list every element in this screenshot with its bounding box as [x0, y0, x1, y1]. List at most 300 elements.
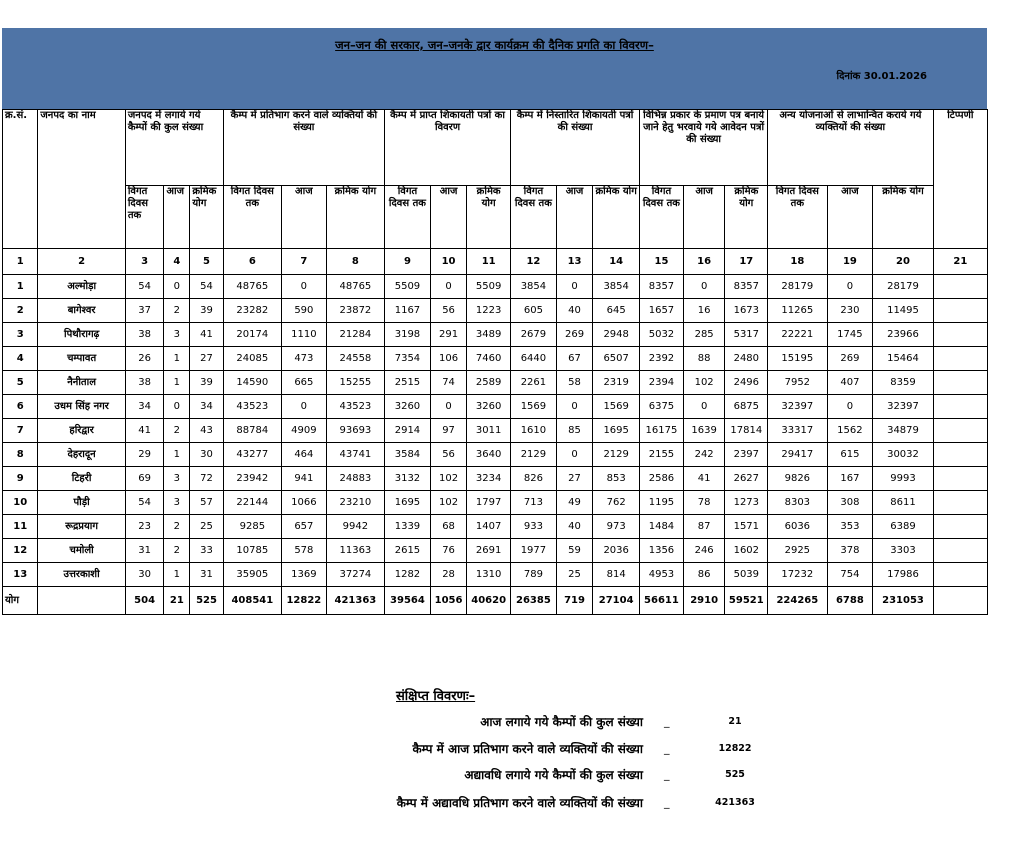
- table-cell: 9942: [326, 515, 384, 539]
- table-cell: 645: [593, 299, 640, 323]
- table-cell: 1282: [385, 563, 431, 587]
- serial-cell: 4: [3, 347, 38, 371]
- column-number-cell: 13: [556, 249, 592, 275]
- table-cell: 590: [281, 299, 326, 323]
- table-cell: 3132: [385, 467, 431, 491]
- table-row: [3, 467, 988, 491]
- table-cell: 3854: [593, 275, 640, 299]
- table-cell: 17814: [725, 419, 768, 443]
- summary-label: आज लगाये गये कैम्पों की कुल संख्या: [480, 715, 643, 729]
- table-cell: 7354: [385, 347, 431, 371]
- table-cell: 6875: [725, 395, 768, 419]
- table-row: [3, 347, 988, 371]
- total-cell: [38, 587, 125, 615]
- table-cell: 2155: [640, 443, 684, 467]
- table-cell: 3: [164, 467, 190, 491]
- table-cell: 17986: [873, 563, 933, 587]
- serial-cell: 3: [3, 323, 38, 347]
- table-cell: 21284: [326, 323, 384, 347]
- table-cell: 826: [511, 467, 557, 491]
- table-cell: 41: [190, 323, 223, 347]
- district-name-cell: चमोली: [38, 539, 125, 563]
- column-number-cell: 3: [125, 249, 164, 275]
- serial-cell: 2: [3, 299, 38, 323]
- table-cell: 28179: [873, 275, 933, 299]
- column-number-cell: 17: [725, 249, 768, 275]
- table-row: [3, 539, 988, 563]
- table-cell: 1310: [467, 563, 511, 587]
- table-cell: 1167: [385, 299, 431, 323]
- table-cell: 11495: [873, 299, 933, 323]
- subheader-cell: क्रमिक योग: [326, 186, 384, 249]
- table-cell: [933, 563, 987, 587]
- table-cell: 6036: [768, 515, 827, 539]
- table-cell: 11265: [768, 299, 827, 323]
- table-cell: 1: [164, 563, 190, 587]
- table-cell: 25: [190, 515, 223, 539]
- table-cell: 0: [827, 275, 873, 299]
- table-cell: 49: [556, 491, 592, 515]
- table-cell: 97: [430, 419, 466, 443]
- table-cell: 2615: [385, 539, 431, 563]
- district-name-cell: नैनीताल: [38, 371, 125, 395]
- table-cell: 2036: [593, 539, 640, 563]
- table-cell: 40: [556, 299, 592, 323]
- table-cell: 378: [827, 539, 873, 563]
- subheader-cell: क्रमिक योग: [190, 186, 223, 249]
- table-cell: 2948: [593, 323, 640, 347]
- serial-cell: 13: [3, 563, 38, 587]
- header-row-top: [3, 110, 988, 186]
- header-camps: जनपद में लगाये गये कैम्पों की कुल संख्या: [125, 110, 223, 186]
- table-row: [3, 323, 988, 347]
- table-cell: 43523: [326, 395, 384, 419]
- column-number-cell: 12: [511, 249, 557, 275]
- table-cell: 2319: [593, 371, 640, 395]
- table-cell: 1: [164, 347, 190, 371]
- serial-cell: 11: [3, 515, 38, 539]
- table-cell: 74: [430, 371, 466, 395]
- column-number-cell: 2: [38, 249, 125, 275]
- table-cell: 2397: [725, 443, 768, 467]
- table-cell: 0: [556, 275, 592, 299]
- district-name-cell: हरिद्वार: [38, 419, 125, 443]
- subheader-cell: आज: [683, 186, 725, 249]
- table-row: [3, 491, 988, 515]
- table-cell: 32397: [768, 395, 827, 419]
- table-cell: 407: [827, 371, 873, 395]
- table-cell: 615: [827, 443, 873, 467]
- table-cell: 9285: [223, 515, 281, 539]
- table-cell: 33: [190, 539, 223, 563]
- table-cell: 0: [164, 395, 190, 419]
- table-cell: 34: [125, 395, 164, 419]
- table-cell: 2392: [640, 347, 684, 371]
- table-cell: [933, 467, 987, 491]
- table-cell: [933, 347, 987, 371]
- district-name-cell: रूद्रप्रयाग: [38, 515, 125, 539]
- table-row: [3, 419, 988, 443]
- summary-value: 21: [728, 716, 742, 727]
- table-cell: 1: [164, 443, 190, 467]
- table-cell: 22144: [223, 491, 281, 515]
- column-number-cell: 15: [640, 249, 684, 275]
- subheader-cell: आज: [281, 186, 326, 249]
- table-cell: 1110: [281, 323, 326, 347]
- table-cell: 35905: [223, 563, 281, 587]
- table-cell: 6375: [640, 395, 684, 419]
- table-cell: 789: [511, 563, 557, 587]
- serial-cell: 1: [3, 275, 38, 299]
- table-cell: 0: [683, 275, 725, 299]
- table-cell: 2: [164, 299, 190, 323]
- table-cell: 26: [125, 347, 164, 371]
- table-cell: 2394: [640, 371, 684, 395]
- table-cell: 40: [556, 515, 592, 539]
- table-row: [3, 371, 988, 395]
- total-cell: 40620: [467, 587, 511, 615]
- header-participants: कैम्प में प्रतिभाग करने वाले व्यक्तियों की संख्या: [223, 110, 384, 186]
- table-cell: 473: [281, 347, 326, 371]
- total-cell: 231053: [873, 587, 933, 615]
- table-cell: 67: [556, 347, 592, 371]
- summary-dash: _: [664, 768, 670, 781]
- serial-cell: 9: [3, 467, 38, 491]
- table-cell: 6507: [593, 347, 640, 371]
- table-cell: 23872: [326, 299, 384, 323]
- summary-item: [0, 740, 1027, 760]
- summary-dash: _: [664, 715, 670, 728]
- subheader-cell: विगत दिवस तक: [511, 186, 557, 249]
- table-cell: 5509: [385, 275, 431, 299]
- table-cell: 5317: [725, 323, 768, 347]
- table-cell: 2: [164, 515, 190, 539]
- district-name-cell: पिथौरागढ़: [38, 323, 125, 347]
- table-cell: 657: [281, 515, 326, 539]
- district-name-cell: चम्पावत: [38, 347, 125, 371]
- table-cell: 24558: [326, 347, 384, 371]
- table-cell: 0: [556, 443, 592, 467]
- subheader-cell: क्रमिक योग: [725, 186, 768, 249]
- table-row: [3, 275, 988, 299]
- report-header-band: [2, 28, 987, 110]
- table-cell: 6389: [873, 515, 933, 539]
- subheader-cell: आज: [827, 186, 873, 249]
- subheader-cell: आज: [164, 186, 190, 249]
- serial-cell: 5: [3, 371, 38, 395]
- subheader-cell: क्रमिक योग: [593, 186, 640, 249]
- total-cell: 59521: [725, 587, 768, 615]
- table-cell: 0: [556, 395, 592, 419]
- table-cell: 37274: [326, 563, 384, 587]
- table-cell: 2914: [385, 419, 431, 443]
- subheader-cell: आज: [556, 186, 592, 249]
- summary-title: संक्षिप्त विवरणः–: [396, 689, 476, 704]
- table-cell: 24085: [223, 347, 281, 371]
- table-cell: 86: [683, 563, 725, 587]
- table-cell: 68: [430, 515, 466, 539]
- district-name-cell: टिहरी: [38, 467, 125, 491]
- table-cell: 1339: [385, 515, 431, 539]
- report-date: दिनांक 30.01.2026: [836, 71, 927, 82]
- column-number-cell: 18: [768, 249, 827, 275]
- district-name-cell: अल्मोड़ा: [38, 275, 125, 299]
- table-cell: 78: [683, 491, 725, 515]
- table-cell: 2679: [511, 323, 557, 347]
- header-remarks: टिप्पणी: [933, 110, 987, 249]
- table-cell: 1273: [725, 491, 768, 515]
- table-cell: 16175: [640, 419, 684, 443]
- table-cell: 43277: [223, 443, 281, 467]
- table-cell: 1407: [467, 515, 511, 539]
- serial-cell: 8: [3, 443, 38, 467]
- table-cell: 31: [190, 563, 223, 587]
- summary-item: [0, 713, 1027, 733]
- summary-label: कैम्प में अद्यावधि प्रतिभाग करने वाले व्यक्तियों की संख्या: [396, 796, 643, 810]
- serial-cell: 7: [3, 419, 38, 443]
- table-cell: 30032: [873, 443, 933, 467]
- table-cell: 43523: [223, 395, 281, 419]
- table-cell: 17232: [768, 563, 827, 587]
- total-cell: 421363: [326, 587, 384, 615]
- column-number-cell: 5: [190, 249, 223, 275]
- table-cell: 1066: [281, 491, 326, 515]
- table-cell: 69: [125, 467, 164, 491]
- table-cell: 2261: [511, 371, 557, 395]
- summary-dash: _: [664, 796, 670, 809]
- table-row: [3, 563, 988, 587]
- table-cell: 43: [190, 419, 223, 443]
- table-cell: 3011: [467, 419, 511, 443]
- table-cell: 167: [827, 467, 873, 491]
- total-cell: 2910: [683, 587, 725, 615]
- district-name-cell: बागेश्वर: [38, 299, 125, 323]
- table-cell: 10785: [223, 539, 281, 563]
- subheader-cell: विगत दिवस तक: [768, 186, 827, 249]
- table-cell: 853: [593, 467, 640, 491]
- table-cell: 32397: [873, 395, 933, 419]
- table-cell: 88: [683, 347, 725, 371]
- table-cell: 8357: [725, 275, 768, 299]
- table-cell: 9993: [873, 467, 933, 491]
- table-row: [3, 299, 988, 323]
- table-cell: 34: [190, 395, 223, 419]
- subheader-cell: आज: [430, 186, 466, 249]
- table-cell: 2129: [511, 443, 557, 467]
- table-cell: 0: [164, 275, 190, 299]
- table-cell: 22221: [768, 323, 827, 347]
- table-cell: 106: [430, 347, 466, 371]
- table-cell: [933, 419, 987, 443]
- table-cell: 54: [125, 491, 164, 515]
- table-cell: 76: [430, 539, 466, 563]
- table-cell: 23942: [223, 467, 281, 491]
- table-cell: 1356: [640, 539, 684, 563]
- total-cell: [933, 587, 987, 615]
- table-cell: 5032: [640, 323, 684, 347]
- total-cell: 12822: [281, 587, 326, 615]
- column-number-cell: 19: [827, 249, 873, 275]
- table-cell: 33317: [768, 419, 827, 443]
- table-cell: 23: [125, 515, 164, 539]
- table-cell: 41: [683, 467, 725, 491]
- table-cell: 933: [511, 515, 557, 539]
- table-cell: 2925: [768, 539, 827, 563]
- header-resolved: कैम्प में निस्तारित शिकायती पत्रों की संख्या: [511, 110, 640, 186]
- summary-item: [0, 794, 1027, 814]
- header-complaints: कैम्प में प्राप्त शिकायती पत्रों का विवरण: [385, 110, 511, 186]
- total-cell: 39564: [385, 587, 431, 615]
- table-cell: 762: [593, 491, 640, 515]
- table-cell: [933, 371, 987, 395]
- column-number-cell: 1: [3, 249, 38, 275]
- total-cell: 408541: [223, 587, 281, 615]
- table-cell: 1569: [511, 395, 557, 419]
- table-cell: 291: [430, 323, 466, 347]
- table-cell: 4909: [281, 419, 326, 443]
- table-cell: 1569: [593, 395, 640, 419]
- table-cell: 23966: [873, 323, 933, 347]
- table-cell: 2586: [640, 467, 684, 491]
- total-label: योग: [3, 587, 38, 615]
- table-cell: 7460: [467, 347, 511, 371]
- table-cell: 56: [430, 443, 466, 467]
- table-cell: 1695: [385, 491, 431, 515]
- serial-cell: 6: [3, 395, 38, 419]
- table-cell: 1484: [640, 515, 684, 539]
- column-number-cell: 6: [223, 249, 281, 275]
- total-row: [3, 587, 988, 615]
- table-cell: [933, 491, 987, 515]
- table-cell: 102: [430, 467, 466, 491]
- table-cell: 85: [556, 419, 592, 443]
- table-cell: 28: [430, 563, 466, 587]
- table-cell: 2691: [467, 539, 511, 563]
- table-row: [3, 443, 988, 467]
- header-benefited: अन्य योजनाओं से लाभान्वित कराये गये व्यक्तियों की संख्या: [768, 110, 934, 186]
- table-cell: 605: [511, 299, 557, 323]
- header-district: जनपद का नाम: [38, 110, 125, 249]
- column-number-cell: 20: [873, 249, 933, 275]
- table-cell: 0: [827, 395, 873, 419]
- table-cell: 48765: [326, 275, 384, 299]
- summary-label: अद्यावधि लगाये गये कैम्पों की कुल संख्या: [464, 768, 643, 782]
- subheader-cell: विगत दिवस तक: [640, 186, 684, 249]
- table-cell: 37: [125, 299, 164, 323]
- table-cell: 1977: [511, 539, 557, 563]
- total-cell: 27104: [593, 587, 640, 615]
- table-cell: 242: [683, 443, 725, 467]
- table-cell: 24883: [326, 467, 384, 491]
- serial-cell: 12: [3, 539, 38, 563]
- table-cell: 1562: [827, 419, 873, 443]
- table-cell: 1639: [683, 419, 725, 443]
- table-cell: 941: [281, 467, 326, 491]
- table-cell: [933, 275, 987, 299]
- table-cell: 3303: [873, 539, 933, 563]
- table-cell: 30: [190, 443, 223, 467]
- table-cell: 23282: [223, 299, 281, 323]
- table-cell: 308: [827, 491, 873, 515]
- total-cell: 26385: [511, 587, 557, 615]
- subheader-cell: विगत दिवस तक: [125, 186, 164, 249]
- table-cell: 11363: [326, 539, 384, 563]
- table-cell: 39: [190, 299, 223, 323]
- table-cell: 2: [164, 539, 190, 563]
- table-cell: 102: [430, 491, 466, 515]
- table-cell: [933, 323, 987, 347]
- subheader-cell: विगत दिवस तक: [385, 186, 431, 249]
- total-cell: 6788: [827, 587, 873, 615]
- table-cell: 38: [125, 371, 164, 395]
- total-cell: 504: [125, 587, 164, 615]
- table-cell: 0: [683, 395, 725, 419]
- table-cell: 54: [190, 275, 223, 299]
- table-row: [3, 515, 988, 539]
- column-number-cell: 10: [430, 249, 466, 275]
- table-cell: 7952: [768, 371, 827, 395]
- total-cell: 224265: [768, 587, 827, 615]
- total-cell: 719: [556, 587, 592, 615]
- total-cell: 56611: [640, 587, 684, 615]
- table-cell: 39: [190, 371, 223, 395]
- table-cell: 0: [281, 395, 326, 419]
- column-number-cell: 14: [593, 249, 640, 275]
- table-cell: 14590: [223, 371, 281, 395]
- table-cell: 20174: [223, 323, 281, 347]
- table-cell: 2: [164, 419, 190, 443]
- table-cell: [933, 299, 987, 323]
- table-cell: 1797: [467, 491, 511, 515]
- table-cell: 30: [125, 563, 164, 587]
- table-cell: 2496: [725, 371, 768, 395]
- table-cell: 1369: [281, 563, 326, 587]
- table-cell: 88784: [223, 419, 281, 443]
- table-cell: 464: [281, 443, 326, 467]
- table-cell: 0: [430, 395, 466, 419]
- table-cell: 4953: [640, 563, 684, 587]
- table-cell: 754: [827, 563, 873, 587]
- summary-dash: _: [664, 742, 670, 755]
- table-cell: 0: [281, 275, 326, 299]
- table-cell: 1223: [467, 299, 511, 323]
- table-cell: 87: [683, 515, 725, 539]
- table-cell: 3: [164, 323, 190, 347]
- column-number-cell: 9: [385, 249, 431, 275]
- table-cell: 814: [593, 563, 640, 587]
- table-cell: 1195: [640, 491, 684, 515]
- table-cell: 578: [281, 539, 326, 563]
- table-cell: [933, 443, 987, 467]
- subheader-cell: क्रमिक योग: [873, 186, 933, 249]
- table-cell: 2627: [725, 467, 768, 491]
- header-row-sub: [3, 186, 988, 249]
- table-cell: 1673: [725, 299, 768, 323]
- table-cell: 1695: [593, 419, 640, 443]
- table-cell: 57: [190, 491, 223, 515]
- table-cell: 2480: [725, 347, 768, 371]
- table-cell: 1: [164, 371, 190, 395]
- table-cell: 31: [125, 539, 164, 563]
- table-cell: 5509: [467, 275, 511, 299]
- total-cell: 21: [164, 587, 190, 615]
- table-cell: 48765: [223, 275, 281, 299]
- progress-table: [2, 109, 988, 615]
- table-cell: 8357: [640, 275, 684, 299]
- column-number-row: [3, 249, 988, 275]
- table-cell: 1745: [827, 323, 873, 347]
- table-row: [3, 395, 988, 419]
